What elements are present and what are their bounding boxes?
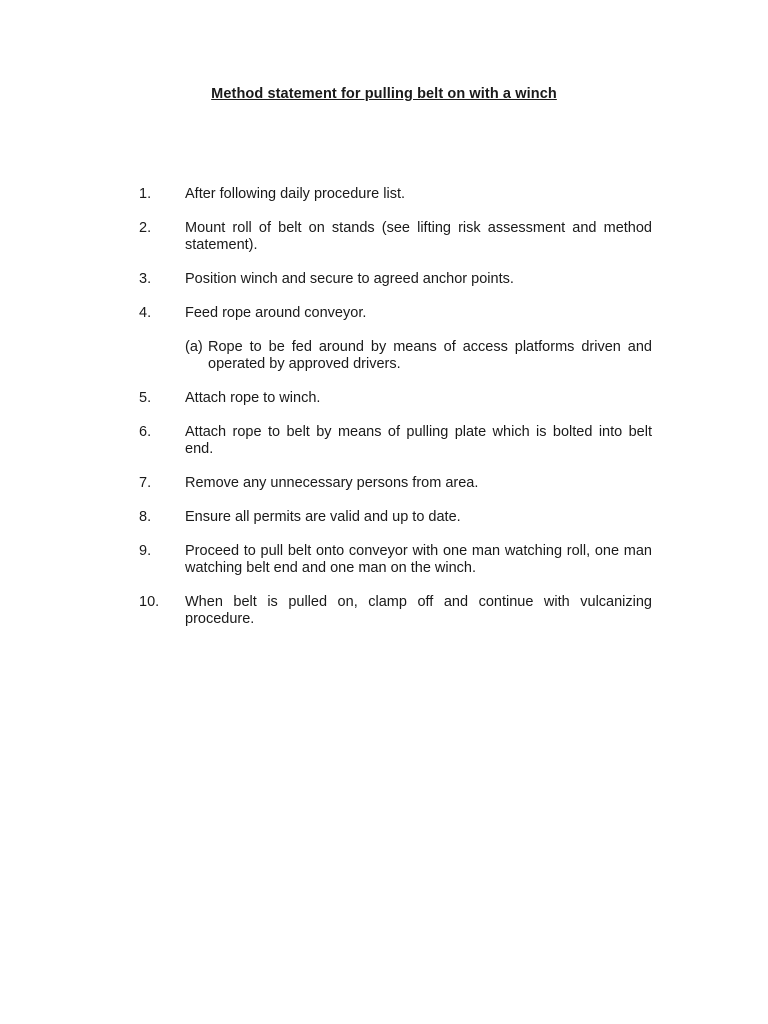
step-number: 7.: [139, 475, 152, 491]
step-text: Position winch and secure to agreed anchor points.: [185, 271, 514, 287]
step-text: Remove any unnecessary persons from area.: [185, 475, 479, 491]
step-number: 10.: [139, 594, 160, 610]
list-item: [139, 271, 652, 288]
step-text: Proceed to pull belt onto conveyor with one man watching roll, one man watching belt end and one man on the winch.: [185, 543, 652, 576]
step-number: 9.: [139, 543, 152, 559]
list-item: [139, 305, 652, 322]
list-item: [139, 186, 652, 203]
document-title: Method statement for pulling belt on with a winch: [211, 86, 557, 102]
step-text: Attach rope to winch.: [185, 390, 321, 406]
step-text: Ensure all permits are valid and up to date.: [185, 509, 461, 525]
sub-list-item: [185, 339, 652, 373]
list-item: [139, 424, 652, 458]
sub-step-text: Rope to be fed around by means of access platforms driven and operated by approved drivers.: [208, 339, 652, 372]
list-item: [139, 390, 652, 407]
step-text: Attach rope to belt by means of pulling plate which is bolted into belt end.: [185, 424, 652, 457]
sub-step-label: (a): [185, 339, 203, 355]
step-text: After following daily procedure list.: [185, 186, 406, 202]
list-item: [139, 475, 652, 492]
step-text: When belt is pulled on, clamp off and continue with vulcanizing procedure.: [185, 594, 652, 627]
step-text: Feed rope around conveyor.: [185, 305, 367, 321]
step-number: 6.: [139, 424, 152, 440]
step-number: 8.: [139, 509, 152, 525]
step-number: 2.: [139, 220, 152, 236]
procedure-steps-list: [139, 186, 652, 645]
list-item: [139, 543, 652, 577]
list-item: [139, 220, 652, 254]
step-text: Mount roll of belt on stands (see lifting risk assessment and method statement).: [185, 220, 652, 253]
step-number: 1.: [139, 186, 152, 202]
list-item: [139, 509, 652, 526]
step-number: 3.: [139, 271, 152, 287]
step-number: 4.: [139, 305, 152, 321]
list-item: [139, 594, 652, 628]
step-number: 5.: [139, 390, 152, 406]
